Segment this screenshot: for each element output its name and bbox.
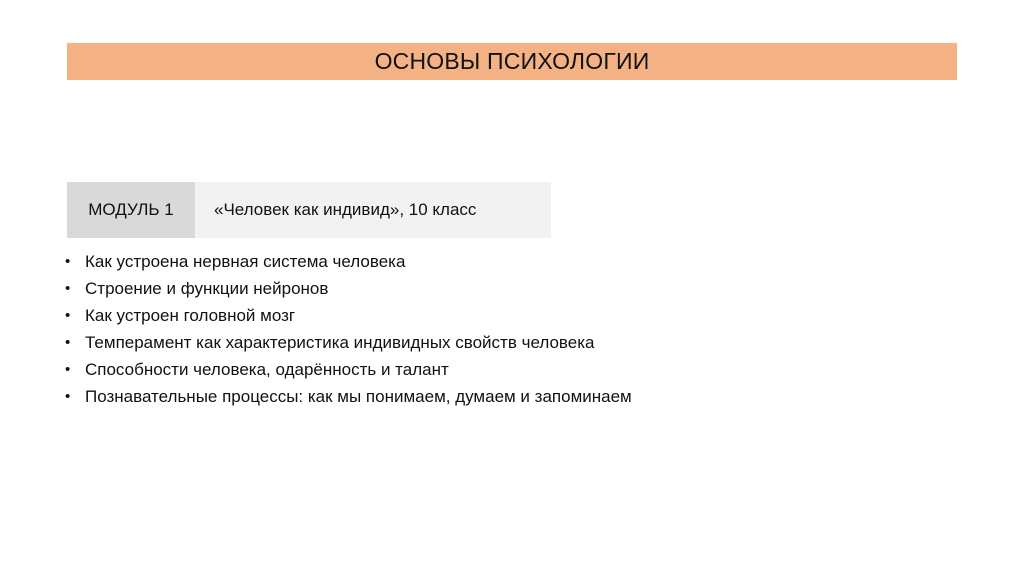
topic-list	[65, 248, 632, 410]
module-label: МОДУЛЬ 1	[67, 182, 195, 238]
topic-text: Строение и функции нейронов	[85, 278, 329, 298]
topic-text: Способности человека, одарённость и талант	[85, 359, 449, 379]
topic-text: Как устроена нервная система человека	[85, 251, 406, 271]
list-item	[65, 383, 632, 410]
bullet-icon: •	[65, 280, 71, 297]
list-item	[65, 248, 632, 275]
topic-text: Темперамент как характеристика индивидных свойств человека	[85, 332, 595, 352]
list-item	[65, 302, 632, 329]
bullet-icon: •	[65, 253, 71, 270]
bullet-icon: •	[65, 307, 71, 324]
slide-title: ОСНОВЫ ПСИХОЛОГИИ	[374, 48, 650, 74]
topic-text: Познавательные процессы: как мы понимаем, думаем и запоминаем	[85, 386, 632, 406]
bullet-icon: •	[65, 388, 71, 405]
bullet-icon: •	[65, 361, 71, 378]
bullet-icon: •	[65, 334, 71, 351]
topic-text: Как устроен головной мозг	[85, 305, 296, 325]
module-description: «Человек как индивид», 10 класс	[195, 182, 551, 238]
list-item	[65, 356, 632, 383]
title-bar	[67, 43, 957, 80]
list-item	[65, 275, 632, 302]
module-header	[67, 182, 551, 238]
list-item	[65, 329, 632, 356]
